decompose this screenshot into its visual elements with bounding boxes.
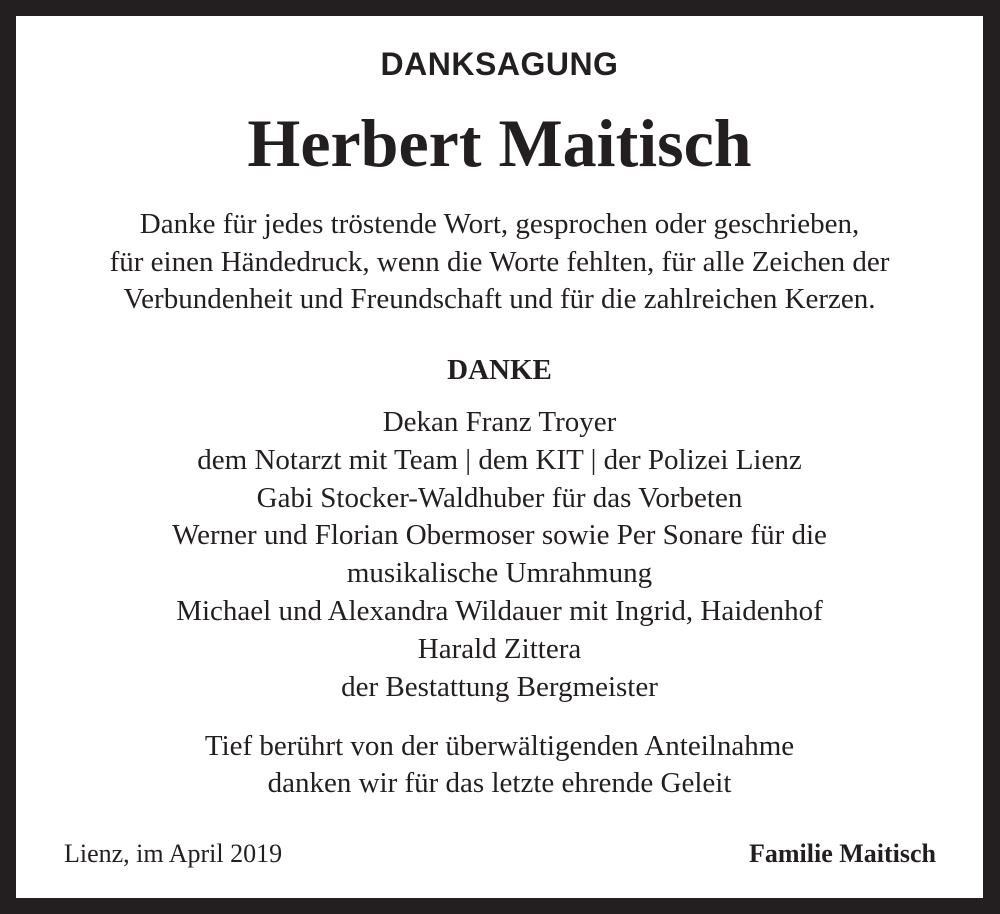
thanks-line: Werner und Florian Obermoser sowie Per Sonare für die (172, 519, 827, 552)
intro-line: für einen Händedruck, wenn die Worte fehlten, für alle Zeichen der (109, 245, 890, 278)
thanks-line: der Bestattung Bergmeister (341, 670, 658, 703)
deceased-name: Herbert Maitisch (247, 105, 752, 181)
closing-line: danken wir für das letzte ehrende Geleit (267, 767, 732, 799)
intro-text (16, 206, 983, 319)
thanks-line: Harald Zittera (417, 632, 582, 665)
family-signature: Familie Maitisch (748, 839, 936, 868)
thanks-title: DANKE (447, 354, 552, 386)
notice-heading: DANKSAGUNG (380, 46, 619, 82)
closing-text (16, 728, 983, 802)
thanks-line: Dekan Franz Troyer (382, 406, 617, 438)
obituary-notice (16, 16, 997, 898)
place-date: Lienz, im April 2019 (64, 839, 283, 868)
ad-code: 176591 (981, 62, 997, 112)
thanks-line: musikalische Umrahmung (346, 557, 653, 590)
closing-line: Tief berührt von der überwältigenden Anteilnahme (204, 730, 795, 762)
intro-line: Verbundenheit und Freundschaft und für die zahlreichen Kerzen. (123, 283, 876, 315)
intro-line: Danke für jedes tröstende Wort, gesprochen oder geschrieben, (139, 208, 860, 240)
thanks-line: Michael und Alexandra Wildauer mit Ingrid, Haidenhof (176, 594, 823, 627)
thanks-line: Gabi Stocker-Waldhuber für das Vorbeten (256, 481, 743, 514)
thanks-list (16, 404, 983, 706)
thanks-line: dem Notarzt mit Team | dem KIT | der Polizei Lienz (197, 443, 802, 476)
